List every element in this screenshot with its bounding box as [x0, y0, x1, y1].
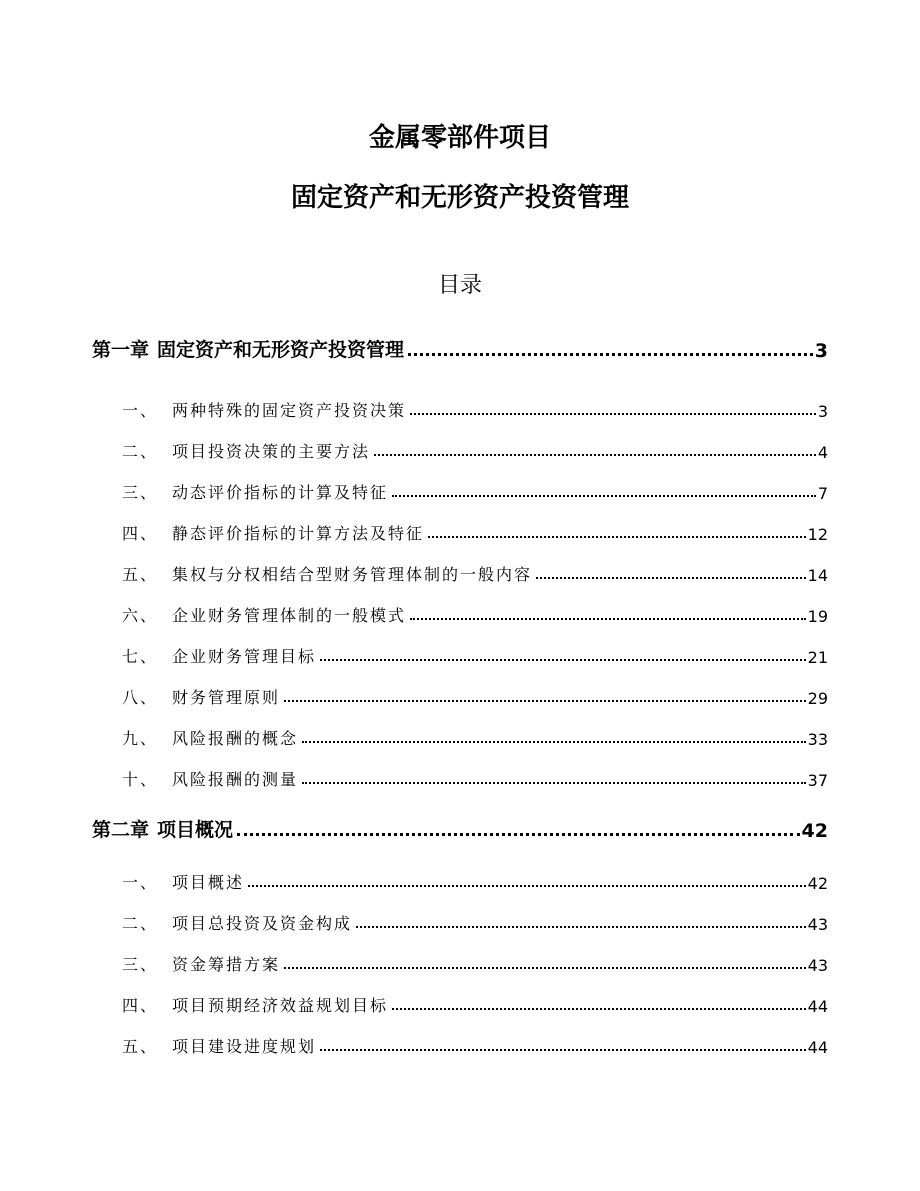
toc-entry-label: 企业财务管理目标: [172, 647, 317, 666]
toc-entry-label: 项目建设进度规划: [172, 1037, 317, 1056]
toc-section-number: 四、: [122, 996, 159, 1015]
toc-section-number: 一、: [122, 873, 159, 892]
toc-section-entry[interactable]: [92, 520, 828, 544]
toc-page-number: 43: [807, 956, 828, 975]
toc-section-entry[interactable]: [92, 397, 828, 421]
toc-entry-label: 动态评价指标的计算及特征: [172, 483, 389, 502]
toc-page-number: 42: [801, 820, 828, 842]
toc-section-number: 三、: [122, 955, 159, 974]
toc-leader-dots: [356, 925, 806, 928]
toc-entry-label: 固定资产和无形资产投资管理: [157, 339, 405, 361]
toc-page-number: 19: [807, 607, 828, 626]
toc-page-number: 4: [817, 443, 828, 462]
toc-leader-dots: [302, 740, 806, 743]
toc-page-number: 3: [817, 402, 828, 421]
toc-page-number: 3: [814, 340, 828, 362]
document-subtitle: 固定资产和无形资产投资管理: [290, 183, 629, 213]
toc-leader-dots: [408, 352, 813, 356]
toc-section-entry[interactable]: [92, 725, 828, 749]
toc-leader-dots: [284, 699, 806, 702]
toc-entry-label: 财务管理原则: [172, 688, 281, 707]
toc-entry-label: 风险报酬的概念: [172, 729, 299, 748]
toc-leader-dots: [392, 1007, 806, 1010]
toc-section-number: 九、: [122, 729, 159, 748]
toc-leader-dots: [284, 966, 806, 969]
toc-entry-label: 企业财务管理体制的一般模式: [172, 606, 407, 625]
toc-section-number: 二、: [122, 914, 159, 933]
toc-entry-label: 项目概况: [157, 819, 234, 841]
toc-section-number: 六、: [122, 606, 159, 625]
toc-section-entry[interactable]: [92, 910, 828, 934]
toc-section-number: 三、: [122, 483, 159, 502]
toc-leader-dots: [428, 535, 806, 538]
toc-leader-dots: [248, 884, 806, 887]
toc-page-number: 12: [807, 525, 828, 544]
document-title: 金属零部件项目: [368, 123, 551, 153]
toc-entry-label: 项目预期经济效益规划目标: [172, 996, 389, 1015]
toc-section-entry[interactable]: [92, 1033, 828, 1057]
toc-page-number: 14: [807, 566, 828, 585]
toc-chapter-number: 第二章: [92, 819, 150, 841]
toc-entry-label: 两种特殊的固定资产投资决策: [172, 401, 407, 420]
toc-leader-dots: [302, 781, 806, 784]
toc-leader-dots: [536, 576, 806, 579]
toc-entry-label: 项目总投资及资金构成: [172, 914, 353, 933]
toc-page-number: 44: [807, 1038, 828, 1057]
toc-section-number: 一、: [122, 401, 159, 420]
toc-section-number: 七、: [122, 647, 159, 666]
toc-page-number: 44: [807, 997, 828, 1016]
toc-leader-dots: [410, 412, 816, 415]
toc-section-number: 二、: [122, 442, 159, 461]
toc-section-entry[interactable]: [92, 992, 828, 1016]
toc-entry-label: 资金筹措方案: [172, 955, 281, 974]
toc-entry-label: 静态评价指标的计算方法及特征: [172, 524, 425, 543]
toc-section-number: 八、: [122, 688, 159, 707]
toc-page-number: 37: [807, 771, 828, 790]
toc-section-number: 十、: [122, 770, 159, 789]
toc-section-entry[interactable]: [92, 438, 828, 462]
toc-page-number: 33: [807, 730, 828, 749]
toc-page-number: 42: [807, 874, 828, 893]
toc-section-entry[interactable]: [92, 602, 828, 626]
toc-heading: 目录: [437, 273, 482, 298]
toc-chapter-entry[interactable]: [92, 814, 828, 842]
toc-page-number: 43: [807, 915, 828, 934]
toc-chapter-number: 第一章: [92, 339, 150, 361]
toc-chapter-entry[interactable]: [92, 334, 828, 362]
toc-leader-dots: [320, 1048, 806, 1051]
toc-entry-label: 风险报酬的测量: [172, 770, 299, 789]
toc-section-entry[interactable]: [92, 561, 828, 585]
toc-section-number: 五、: [122, 1037, 159, 1056]
toc-section-entry[interactable]: [92, 766, 828, 790]
toc-section-entry[interactable]: [92, 869, 828, 893]
toc-page-number: 29: [807, 689, 828, 708]
toc-section-entry[interactable]: [92, 479, 828, 503]
toc-leader-dots: [410, 617, 806, 620]
toc-section-entry[interactable]: [92, 684, 828, 708]
toc-page-number: 7: [817, 484, 828, 503]
toc-entry-label: 项目投资决策的主要方法: [172, 442, 371, 461]
toc-section-number: 四、: [122, 524, 159, 543]
toc-page-number: 21: [807, 648, 828, 667]
toc-section-entry[interactable]: [92, 643, 828, 667]
toc-entry-label: 集权与分权相结合型财务管理体制的一般内容: [172, 565, 533, 584]
toc-leader-dots: [392, 494, 816, 497]
toc-section-number: 五、: [122, 565, 159, 584]
toc-section-entry[interactable]: [92, 951, 828, 975]
toc-leader-dots: [237, 832, 800, 836]
toc-entry-label: 项目概述: [172, 873, 245, 892]
toc-leader-dots: [320, 658, 806, 661]
toc-leader-dots: [374, 453, 816, 456]
